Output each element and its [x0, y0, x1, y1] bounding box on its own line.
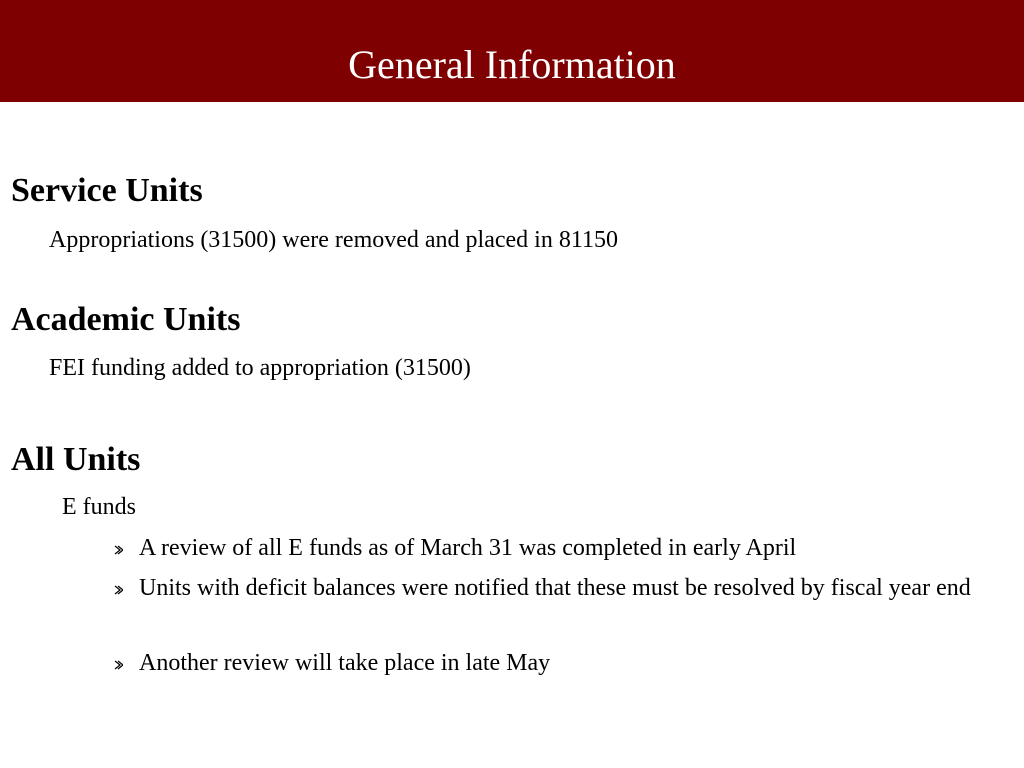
all-units-subheading: E funds — [62, 494, 136, 520]
bullet-text: A review of all E funds as of March 31 was completed in early April — [139, 535, 797, 561]
list-item — [112, 647, 992, 680]
bullet-text: Another review will take place in late May — [139, 650, 551, 676]
heading-service-units: Service Units — [11, 172, 203, 209]
chevron-right-icon — [112, 572, 132, 605]
heading-all-units: All Units — [11, 441, 141, 478]
academic-units-detail: FEI funding added to appropriation (31500) — [49, 355, 471, 381]
list-item — [112, 572, 992, 605]
bullet-text: Units with deficit balances were notified that these must be resolved by fiscal year end — [139, 575, 971, 601]
list-item — [112, 532, 992, 565]
slide-title: General Information — [348, 42, 676, 87]
chevron-right-icon — [112, 647, 132, 680]
heading-academic-units: Academic Units — [11, 301, 241, 338]
chevron-right-icon — [112, 532, 132, 565]
service-units-detail: Appropriations (31500) were removed and placed in 81150 — [49, 227, 618, 253]
